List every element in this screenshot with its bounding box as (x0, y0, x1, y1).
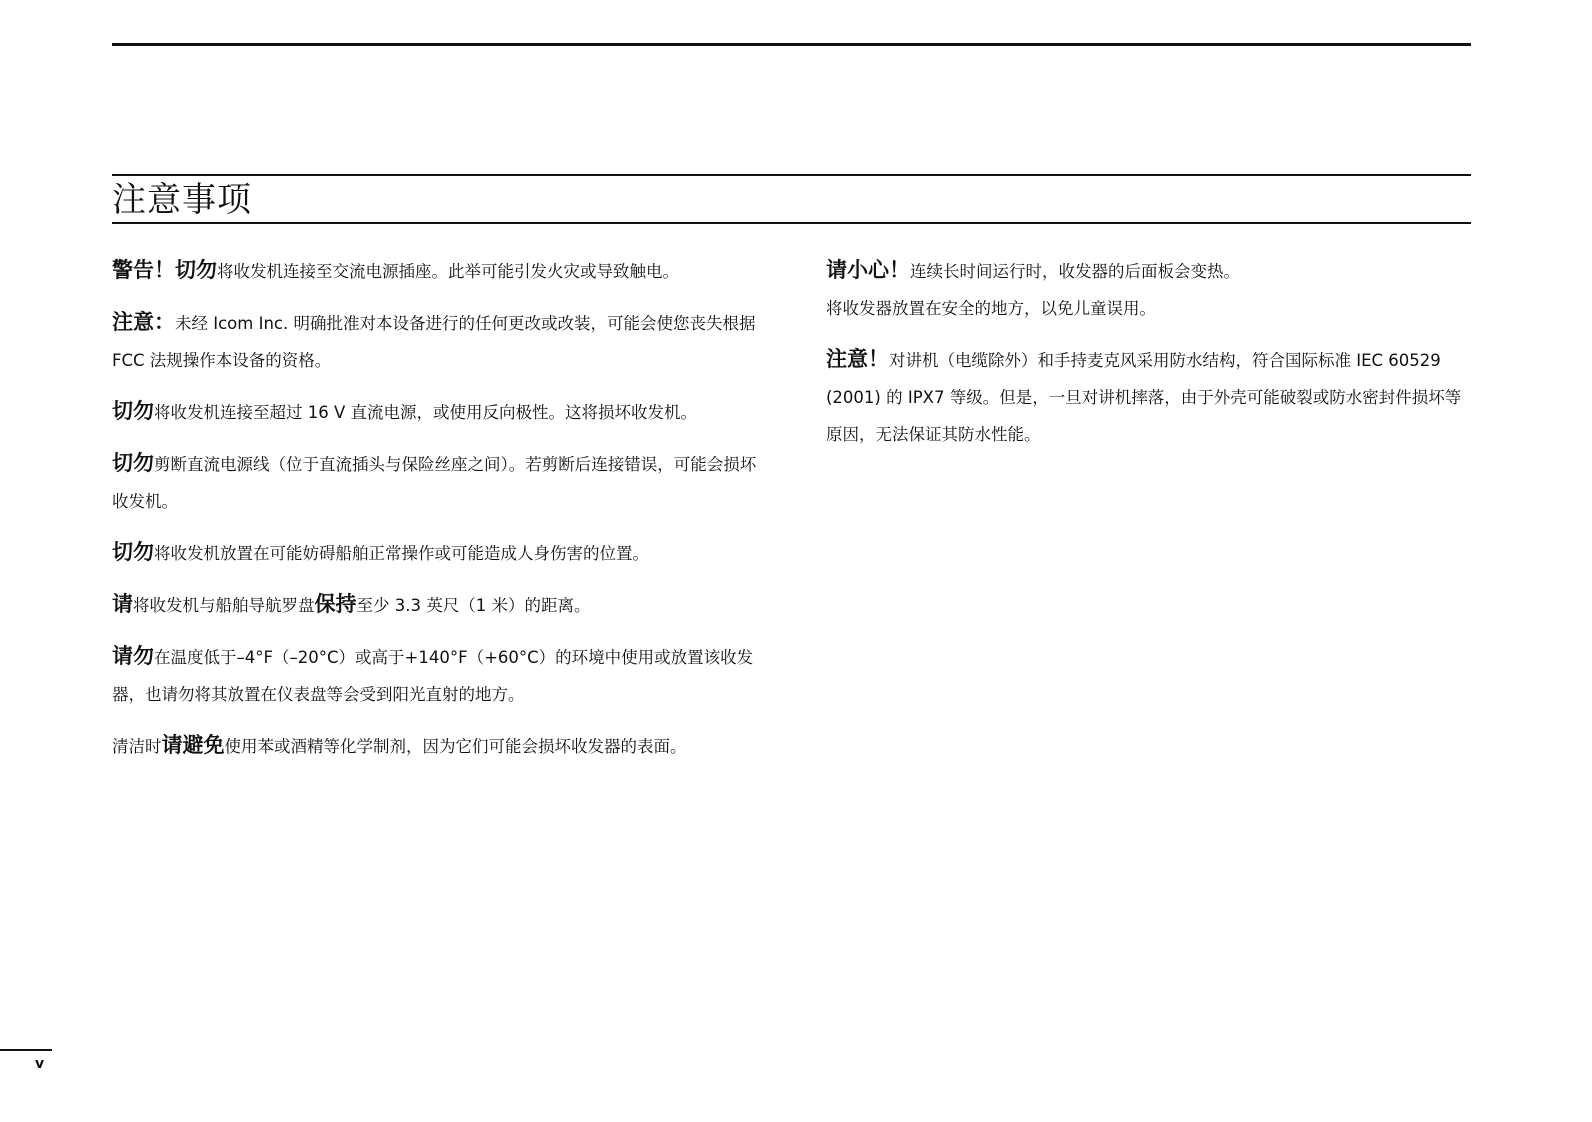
caution-lead: 注意： (112, 310, 175, 334)
caution-fcc (112, 304, 762, 379)
never-text: 将收发机连接至超过 16 V 直流电源，或使用反向极性。这将损坏收发机。 (154, 403, 698, 422)
never-placement (112, 534, 762, 572)
warning-ac-power (112, 252, 762, 290)
never-cut-cable (112, 445, 762, 520)
page-number-rule (0, 1049, 52, 1051)
never-text: 剪断直流电源线（位于直流插头与保险丝座之间）。若剪断后连接错误，可能会损坏收发机。 (112, 455, 757, 511)
child-safety-text: 将收发器放置在安全的地方，以免儿童误用。 (826, 299, 1156, 318)
cleaning-text: 使用苯或酒精等化学制剂，因为它们可能会损坏收发器的表面。 (224, 737, 687, 756)
note-lead: 注意！ (826, 347, 889, 371)
compass-text-2: 至少 3.3 英尺（1 米）的距离。 (356, 596, 591, 615)
do-not-lead: 请勿 (112, 644, 154, 668)
right-column (826, 252, 1474, 453)
compass-distance (112, 586, 762, 624)
careful-text: 连续长时间运行时，收发器的后面板会变热。 (910, 262, 1240, 281)
left-column (112, 252, 762, 765)
careful-heat (826, 252, 1474, 290)
avoid-emphasis: 请避免 (161, 733, 225, 757)
careful-lead: 请小心！ (826, 258, 910, 282)
cleaning-warning (112, 727, 762, 765)
temperature-text: 在温度低于–4°F（–20°C）或高于+140°F（+60°C）的环境中使用或放置该收发器，也请勿将其放置在仪表盘等会受到阳光直射的地方。 (112, 648, 754, 704)
keep-emphasis: 保持 (314, 592, 357, 616)
waterproof-note (826, 341, 1474, 453)
never-overvoltage (112, 393, 762, 431)
warning-text: 将收发机连接至交流电源插座。此举可能引发火灾或导致触电。 (217, 262, 679, 281)
page-number: v (35, 1056, 45, 1072)
warning-lead: 警告！切勿 (112, 258, 217, 282)
never-lead: 切勿 (112, 451, 154, 475)
top-rule (112, 43, 1471, 46)
child-safety (826, 290, 1474, 327)
never-lead: 切勿 (112, 399, 154, 423)
compass-text: 将收发机与船舶导航罗盘 (133, 596, 315, 615)
section-header (112, 174, 1471, 224)
temperature-warning (112, 638, 762, 713)
cleaning-pre: 清洁时 (112, 737, 162, 756)
section-title: 注意事项 (112, 180, 252, 220)
never-lead: 切勿 (112, 540, 154, 564)
caution-text: 未经 Icom Inc. 明确批准对本设备进行的任何更改或改装，可能会使您丧失根据 FCC 法规操作本设备的资格。 (112, 314, 756, 370)
please-lead: 请 (112, 592, 133, 616)
never-text: 将收发机放置在可能妨碍船舶正常操作或可能造成人身伤害的位置。 (154, 544, 649, 563)
waterproof-text: 对讲机（电缆除外）和手持麦克风采用防水结构，符合国际标准 IEC 60529 (2001) 的 IPX7 等级。但是，一旦对讲机摔落，由于外壳可能破裂或防水密封件损坏等原因，无法保证其防水性能。 (826, 351, 1462, 444)
